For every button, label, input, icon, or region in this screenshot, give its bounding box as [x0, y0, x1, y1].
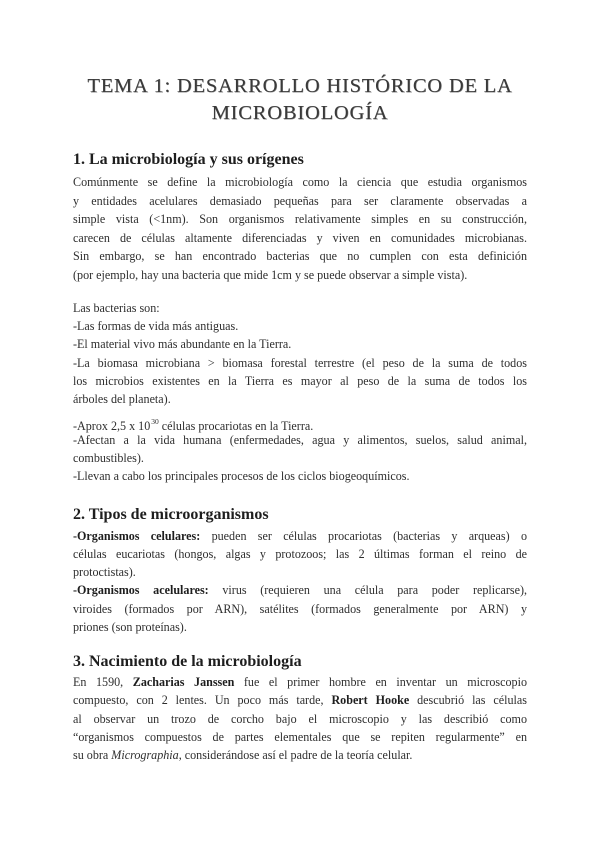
intro-line: carecen de células altamente diferenciadas y viven en comunidades microbianas.: [73, 230, 527, 245]
history-line: [73, 673, 527, 692]
intro-line: simple vista (<1nm). Son organismos relativamente simples en su construcción,: [73, 212, 527, 227]
person-name: Robert Hooke: [331, 693, 410, 707]
bacteria-item: los microbios existentes en la Tierra es mayor al peso de la suma de todos los: [73, 374, 527, 388]
acellular-organisms-line: viroides (formados por ARN), satélites (formados generalmente por ARN) y: [73, 602, 527, 616]
title-line-2: MICROBIOLOGÍA: [211, 102, 389, 124]
cellular-organisms-line: células eucariotas (hongos, algas y protozoos; las 2 últimas forman el reino de: [73, 547, 527, 561]
intro-line: Comúnmente se define la microbiología como la ciencia que estudia organismos: [73, 175, 527, 189]
bacteria-item: -La biomasa microbiana > biomasa forestal terrestre (el peso de la suma de todos: [73, 356, 527, 370]
bacteria-item: -Afectan a la vida humana (enfermedades, agua y alimentos, suelos, salud animal,: [73, 433, 527, 447]
document-title: [60, 73, 540, 127]
person-name: Zacharias Janssen: [132, 675, 235, 689]
bacteria-intro: Las bacterias son:: [73, 301, 160, 315]
section-3-heading: 3. Nacimiento de la microbiología: [73, 653, 302, 670]
history-text: compuesto, con 2 lentes. Un poco más tarde,: [73, 693, 332, 707]
cellular-organisms-line: [73, 527, 527, 546]
bacteria-item: combustibles).: [73, 451, 144, 465]
intro-line: Sin embargo, se han encontrado bacterias que no cumplen con esta definición: [73, 249, 527, 264]
history-line: al observar un trozo de corcho bajo el microscopio y las describió como: [73, 712, 527, 726]
history-text: , considerándose así el padre de la teoría celular.: [178, 748, 413, 762]
cellular-organisms-text: pueden ser células procariotas (bacterias y arqueas) o: [200, 529, 527, 543]
acellular-organisms-text: virus (requieren una célula para poder replicarse),: [208, 583, 527, 597]
history-text: fue el primer hombre en inventar un microscopio: [234, 675, 527, 689]
aprox-suffix: células procariotas en la Tierra.: [158, 419, 314, 433]
acellular-organisms-line: priones (son proteínas).: [73, 620, 187, 634]
history-text: su obra: [73, 748, 112, 762]
acellular-organisms-label: -Organismos acelulares:: [73, 583, 209, 597]
bacteria-item: -Llevan a cabo los principales procesos de los ciclos biogeoquímicos.: [73, 469, 410, 483]
history-text: En 1590,: [73, 675, 133, 689]
work-title: Micrographia: [111, 748, 179, 762]
section-1-intro-paragraph: [73, 173, 527, 285]
section-2-heading: 2. Tipos de microorganismos: [73, 506, 269, 523]
history-line: [73, 746, 527, 765]
section-1-heading: 1. La microbiología y sus orígenes: [73, 151, 304, 168]
acellular-organisms-line: [73, 581, 527, 600]
intro-line: (por ejemplo, hay una bacteria que mide 1cm y se puede observar a simple vista).: [73, 267, 468, 282]
history-line: “organismos compuestos de partes elementales que se repiten regularmente” en: [73, 730, 527, 744]
aprox-prefix: -Aprox 2,5 x 10: [73, 419, 151, 433]
bacteria-item: árboles del planeta).: [73, 392, 171, 406]
aprox-exponent: 30: [151, 417, 159, 426]
history-text: descubrió las células: [409, 693, 527, 707]
history-line: [73, 691, 527, 710]
intro-line: y entidades acelulares demasiado pequeñas para ser claramente observadas a: [73, 193, 527, 208]
bacteria-item: -Las formas de vida más antiguas.: [73, 319, 239, 333]
cellular-organisms-line: protoctistas).: [73, 565, 136, 579]
cellular-organisms-label: -Organismos celulares:: [73, 529, 201, 543]
bacteria-item: -El material vivo más abundante en la Tierra.: [73, 337, 292, 351]
title-line-1: TEMA 1: DESARROLLO HISTÓRICO DE LA: [87, 75, 513, 97]
